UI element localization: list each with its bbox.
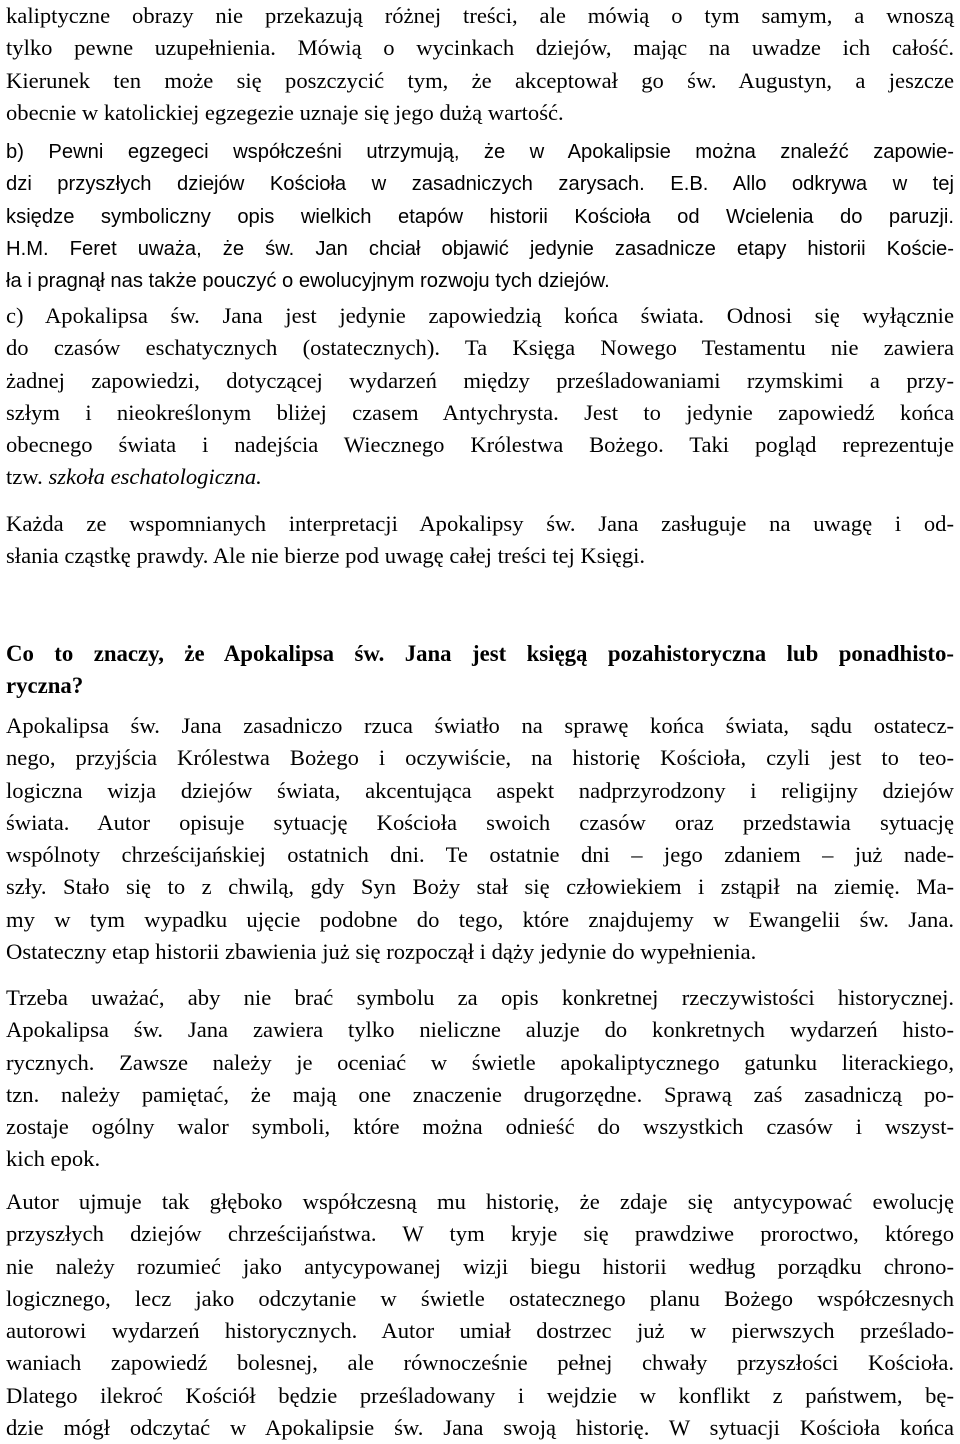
- text-line: kaliptyczne obrazy nie przekazują różnej treści, ale mówią o tym samym, a wnoszą: [6, 3, 954, 28]
- text-line: Trzeba uważać, aby nie brać symbolu za opis konkretnej rzeczywistości historycznej.: [6, 985, 954, 1010]
- text-line: księdze symboliczny opis wielkich etapów historii Kościoła od Wcielenia do paruzji.: [6, 205, 954, 228]
- text-line: dzie mógł odczytać w Apokalipsie św. Jana swoją historię. W sytuacji Kościoła końca: [6, 1415, 954, 1441]
- point-b-paragraph: [6, 136, 954, 297]
- text-line: obecnego świata i nadejścia Wiecznego Królestwa Bożego. Taki pogląd reprezentuje: [6, 432, 954, 458]
- text-line: przyszłych dziejów chrześcijaństwa. W tym kryje się prawdziwe proroctwo, którego: [6, 1221, 954, 1247]
- text-line: H.M. Feret uważa, że św. Jan chciał objawić jedynie zasadnicze etapy historii Koście-: [6, 237, 954, 260]
- point-c-paragraph: [6, 300, 954, 494]
- text-line: szły. Stało się to z chwilą, gdy Syn Boży stał się człowiekiem i zstąpił na ziemię. Ma-: [6, 874, 954, 900]
- text-line: logiczna wizja dziejów świata, akcentująca aspekt nadprzyrodzony i religijny dziejów: [6, 777, 954, 803]
- text-line: dzi przyszłych dziejów Kościoła w zasadniczych zarysach. E.B. Allo odkrywa w tej: [6, 173, 954, 196]
- text-line: rycznych. Zawsze należy je oceniać w świetle apokaliptycznego gatunku literackiego,: [6, 1049, 954, 1075]
- text-line: b) Pewni egzegeci współcześni utrzymują, że w Apokalipsie można znaleźć zapowie-: [6, 141, 954, 163]
- text-line: zostaje ogólny walor symboli, które można odnieść do wszystkich czasów i wszyst-: [6, 1114, 954, 1140]
- section-heading: [6, 638, 954, 703]
- text-line: wspólnoty chrześcijańskiej ostatnich dni. Te ostatnie dni – jego zdaniem – już nade-: [6, 842, 954, 868]
- text-line: Apokalipsa św. Jana zawiera tylko nieliczne aluzje do konkretnych wydarzeń histo-: [6, 1017, 954, 1043]
- text-line: tylko pewne uzupełnienia. Mówią o wycinkach dziejów, mając na uwadze ich całość.: [6, 35, 954, 61]
- text-line: Dlatego ilekroć Kościół będzie prześladowany i wejdzie w konflikt z państwem, bę-: [6, 1382, 954, 1408]
- text-line: nego, przyjścia Królestwa Bożego i oczywiście, na historię Kościoła, czyli jest to teo-: [6, 745, 954, 771]
- summary-paragraph: [6, 508, 954, 573]
- author-paragraph: [6, 1186, 954, 1444]
- text-line: kich epok.: [6, 1146, 101, 1172]
- text-line: logicznego, lecz jako odczytanie w świetle ostatecznego planu Bożego współczesnych: [6, 1285, 954, 1311]
- italic-term: szkoła eschatologiczna.: [48, 464, 262, 490]
- text-line: szłym i nieokreślonym bliżej czasem Antychrysta. Jest to jedynie zapowiedź końca: [6, 399, 954, 425]
- text-line: tzn. należy pamiętać, że mają one znaczenie drugorzędne. Sprawą zaś zasadniczą po-: [6, 1081, 954, 1107]
- text-line: ła i pragnął nas także pouczyć o ewolucyjnym rozwoju tych dziejów.: [6, 270, 610, 293]
- answer-paragraph: [6, 710, 954, 968]
- text-line: Apokalipsa św. Jana zasadniczo rzuca światło na sprawę końca świata, sądu ostatecz-: [6, 713, 954, 738]
- text-line: [6, 461, 954, 493]
- text-line: żadnej zapowiedzi, dotyczącej wydarzeń między prześladowaniami rzymskimi a przy-: [6, 367, 954, 393]
- heading-line: Co to znaczy, że Apokalipsa św. Jana jest księgą pozahistoryczna lub ponadhisto-: [6, 641, 954, 666]
- text-line: my w tym wypadku ujęcie podobne do tego, które znajdujemy w Ewangelii św. Jana.: [6, 906, 954, 932]
- text-line: Każda ze wspomnianych interpretacji Apokalipsy św. Jana zasługuje na uwagę i od-: [6, 511, 954, 536]
- text-line: autorowi wydarzeń historycznych. Autor umiał dostrzec już w pierwszych prześlado-: [6, 1318, 954, 1344]
- text-line: c) Apokalipsa św. Jana jest jedynie zapowiedzią końca świata. Odnosi się wyłącznie: [6, 303, 954, 328]
- text-fragment: tzw.: [6, 464, 49, 490]
- intro-paragraph: [6, 0, 954, 129]
- text-line: Kierunek ten może się poszczycić tym, że akceptował go św. Augustyn, a jeszcze: [6, 67, 954, 93]
- text-line: Autor ujmuje tak głęboko współczesną mu historię, że zdaje się antycypować ewolucję: [6, 1189, 954, 1214]
- heading-line: ryczna?: [6, 673, 84, 699]
- text-line: do czasów eschatycznych (ostatecznych). Ta Księga Nowego Testamentu nie zawiera: [6, 335, 954, 361]
- text-line: obecnie w katolickiej egzegezie uznaje się jego dużą wartość.: [6, 99, 564, 125]
- text-line: Ostateczny etap historii zbawienia już się rozpoczął i dąży jedynie do wypełnienia.: [6, 939, 757, 965]
- text-line: nie należy rozumieć jako antycypowanej wizji biegu historii według porządku chrono-: [6, 1253, 954, 1279]
- text-line: waniach zapowiedź bolesnej, ale równocześnie pełnej chwały przyszłości Kościoła.: [6, 1350, 954, 1376]
- text-line: słania cząstkę prawdy. Ale nie bierze pod uwagę całej treści tej Księgi.: [6, 543, 646, 569]
- text-line: świata. Autor opisuje sytuację Kościoła swoich czasów oraz przedstawia sytuację: [6, 809, 954, 835]
- symbol-paragraph: [6, 982, 954, 1176]
